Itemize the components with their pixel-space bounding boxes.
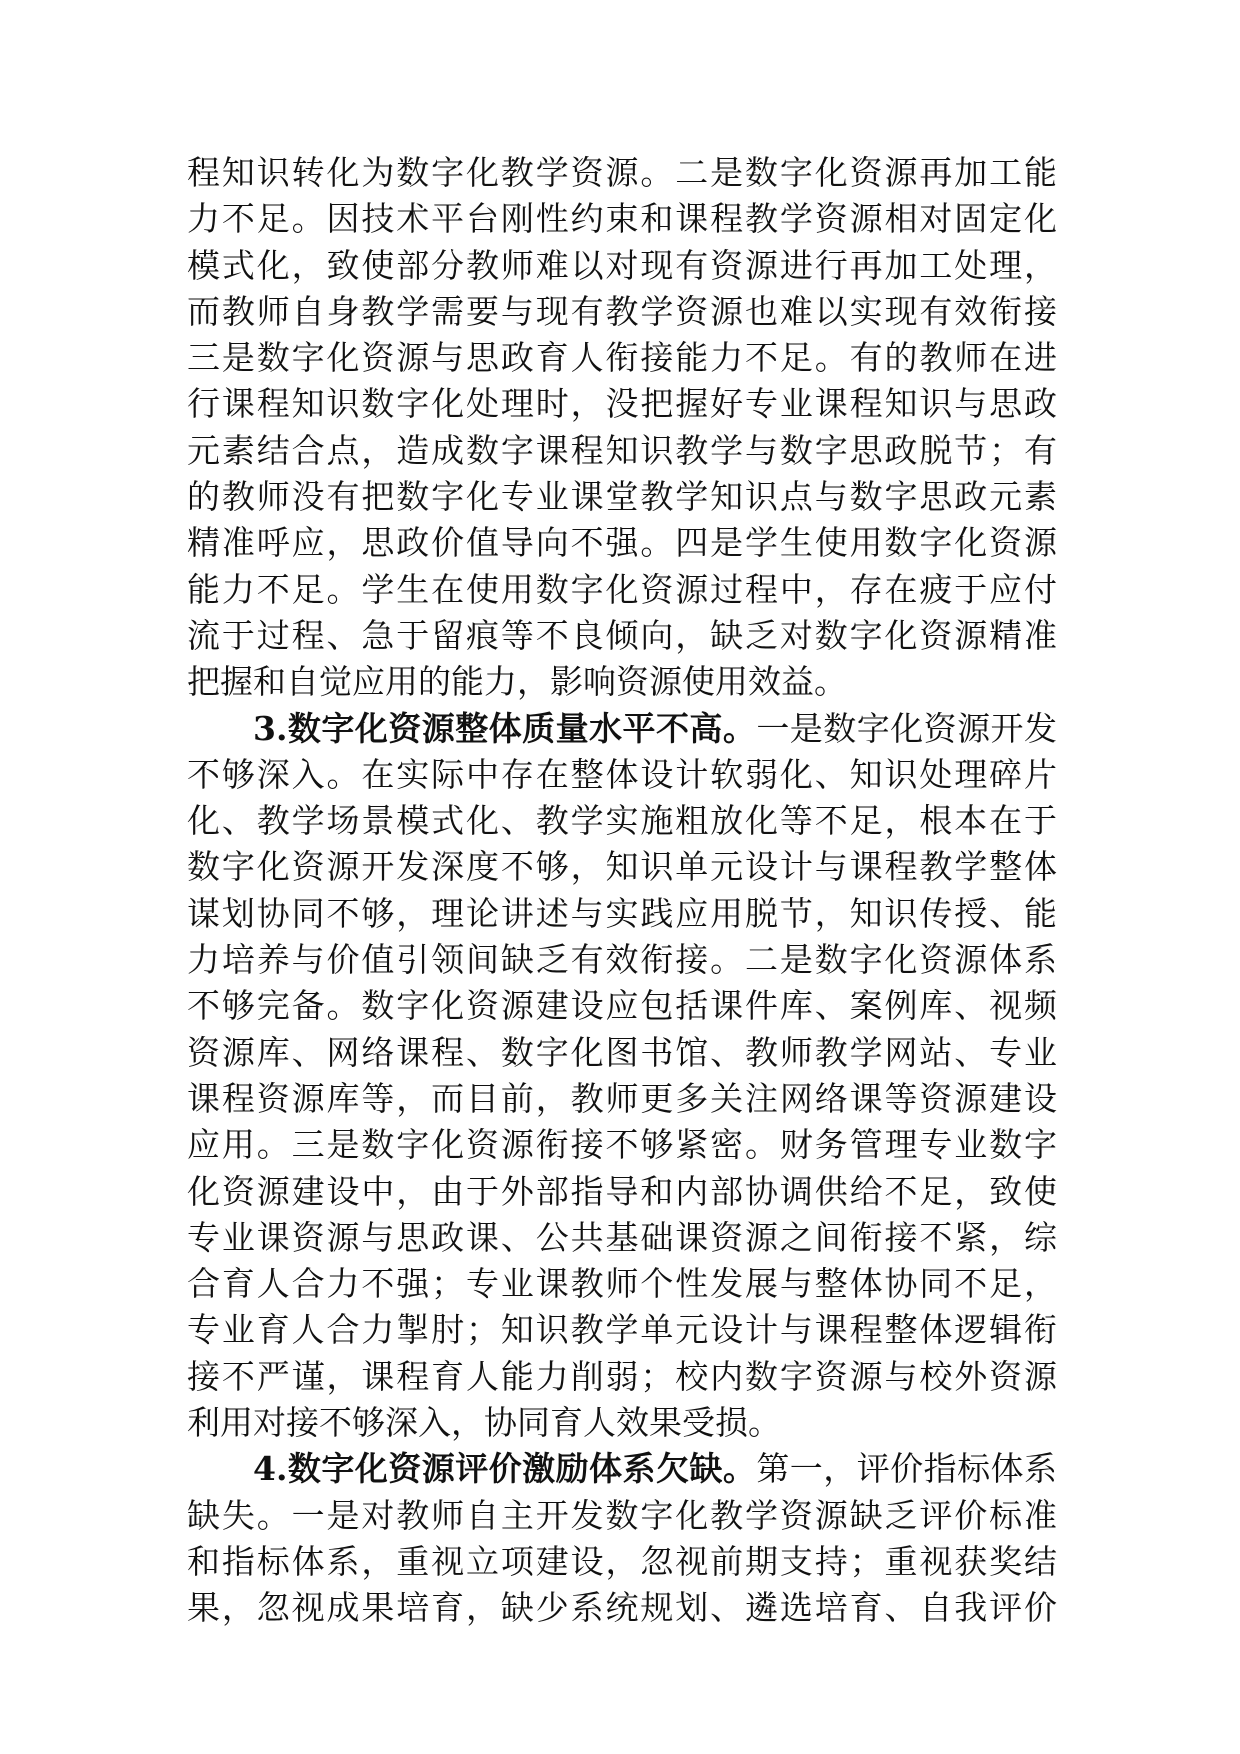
text-line: 和指标体系，重视立项建设，忽视前期支持；重视获奖结 bbox=[187, 1541, 1057, 1581]
text-line: 力培养与价值引领间缺乏有效衔接。二是数字化资源体系 bbox=[187, 940, 1057, 980]
text-line: 课程资源库等，而目前，教师更多关注网络课等资源建设 bbox=[187, 1078, 1057, 1118]
text-line: 行课程知识数字化处理时，没把握好专业课程知识与思政 bbox=[187, 384, 1057, 424]
text-line: 应用。三是数字化资源衔接不够紧密。财务管理专业数字 bbox=[187, 1125, 1057, 1165]
text-line: 力不足。因技术平台刚性约束和课程教学资源相对固定化 bbox=[187, 199, 1057, 239]
text-line: 三是数字化资源与思政育人衔接能力不足。有的教师在进 bbox=[187, 338, 1057, 378]
section-4-first-line bbox=[187, 1446, 1057, 1492]
text-line: 不够完备。数字化资源建设应包括课件库、案例库、视频 bbox=[187, 986, 1057, 1026]
text-line: 而教师自身教学需要与现有教学资源也难以实现有效衔接 bbox=[187, 291, 1057, 331]
text-line: 模式化，致使部分教师难以对现有资源进行再加工处理， bbox=[187, 245, 1057, 285]
text-line: 的教师没有把数字化专业课堂教学知识点与数字思政元素 bbox=[187, 477, 1057, 517]
section-3-first-line bbox=[187, 706, 1057, 752]
text-line: 数字化资源开发深度不够，知识单元设计与课程教学整体 bbox=[187, 847, 1057, 887]
text-line: 利用对接不够深入，协同育人效果受损。 bbox=[187, 1403, 781, 1443]
section-3-lead-text: 一是数字化资源开发 bbox=[756, 708, 1058, 748]
text-line: 缺失。一是对教师自主开发数字化教学资源缺乏评价标准 bbox=[187, 1495, 1057, 1535]
text-line: 资源库、网络课程、数字化图书馆、教师教学网站、专业 bbox=[187, 1032, 1057, 1072]
text-line: 流于过程、急于留痕等不良倾向，缺乏对数字化资源精准 bbox=[187, 615, 1057, 655]
text-line: 专业课资源与思政课、公共基础课资源之间衔接不紧，综 bbox=[187, 1217, 1057, 1257]
text-line: 合育人合力不强；专业课教师个性发展与整体协同不足， bbox=[187, 1264, 1057, 1304]
section-4-heading: 4.数字化资源评价激励体系欠缺。 bbox=[253, 1449, 757, 1489]
section-4-lead-text: 第一，评价指标体系 bbox=[756, 1449, 1058, 1489]
text-line: 接不严谨，课程育人能力削弱；校内数字资源与校外资源 bbox=[187, 1356, 1057, 1396]
text-line: 化、教学场景模式化、教学实施粗放化等不足，根本在于 bbox=[187, 801, 1057, 841]
text-line: 精准呼应，思政价值导向不强。四是学生使用数字化资源 bbox=[187, 523, 1057, 563]
text-line: 能力不足。学生在使用数字化资源过程中，存在疲于应付 bbox=[187, 569, 1057, 609]
text-line: 专业育人合力掣肘；知识教学单元设计与课程整体逻辑衔 bbox=[187, 1310, 1057, 1350]
text-line: 化资源建设中，由于外部指导和内部协调供给不足，致使 bbox=[187, 1171, 1057, 1211]
text-line: 不够深入。在实际中存在整体设计软弱化、知识处理碎片 bbox=[187, 754, 1057, 794]
text-line: 程知识转化为数字化教学资源。二是数字化资源再加工能 bbox=[187, 153, 1057, 192]
section-3-heading: 3.数字化资源整体质量水平不高。 bbox=[253, 708, 757, 748]
body-text bbox=[187, 150, 1057, 1632]
text-line: 把握和自觉应用的能力，影响资源使用效益。 bbox=[187, 662, 847, 702]
text-line: 谋划协同不够，理论讲述与实践应用脱节，知识传授、能 bbox=[187, 893, 1057, 933]
text-line: 元素结合点，造成数字课程知识教学与数字思政脱节；有 bbox=[187, 430, 1057, 470]
text-line: 果，忽视成果培育，缺少系统规划、遴选培育、自我评价 bbox=[187, 1588, 1057, 1628]
